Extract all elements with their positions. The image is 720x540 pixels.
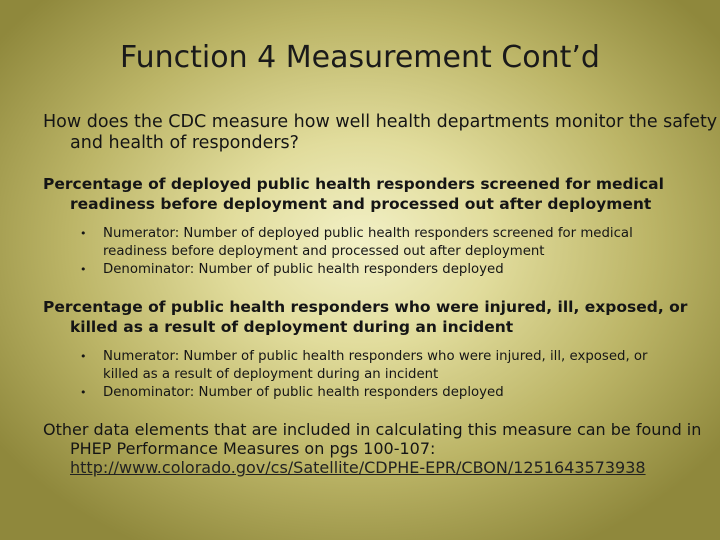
measure-2-bullet-list — [75, 348, 675, 402]
slide-title: Function 4 Measurement Cont’d — [120, 40, 600, 75]
bullet-icon: • — [80, 350, 87, 363]
measure-1-numerator: Numerator: Number of deployed public health responders screened for medical readiness before deployment and processed out after deployment — [103, 226, 633, 259]
list-item — [75, 348, 675, 384]
measure-2-numerator: Numerator: Number of public health responders who were injured, ill, exposed, or killed as a result of deployment during an incident — [103, 349, 648, 382]
list-item — [75, 384, 675, 402]
measure-1-bullet-list — [75, 225, 675, 279]
phep-measures-link[interactable]: http://www.colorado.gov/cs/Satellite/CDPHE-EPR/CBON/1251643573938 — [70, 458, 646, 477]
other-data-text: Other data elements that are included in calculating this measure can be found in PHEP Performance Measures on pgs 100-107: — [43, 420, 702, 458]
bullet-icon: • — [80, 263, 87, 276]
question-text: How does the CDC measure how well health departments monitor the safety and health of responders? — [43, 112, 718, 153]
bullet-icon: • — [80, 386, 87, 399]
bullet-icon: • — [80, 227, 87, 240]
list-item — [75, 225, 675, 261]
measure-1-denominator: Denominator: Number of public health responders deployed — [103, 262, 504, 277]
other-data-paragraph — [43, 420, 720, 477]
measure-2-heading: Percentage of public health responders who were injured, ill, exposed, or killed as a result of deployment during an incident — [43, 298, 688, 336]
measure-2-denominator: Denominator: Number of public health responders deployed — [103, 385, 504, 400]
measure-1-heading: Percentage of deployed public health responders screened for medical readiness before deployment and processed out after deployment — [43, 175, 664, 213]
list-item — [75, 261, 675, 279]
